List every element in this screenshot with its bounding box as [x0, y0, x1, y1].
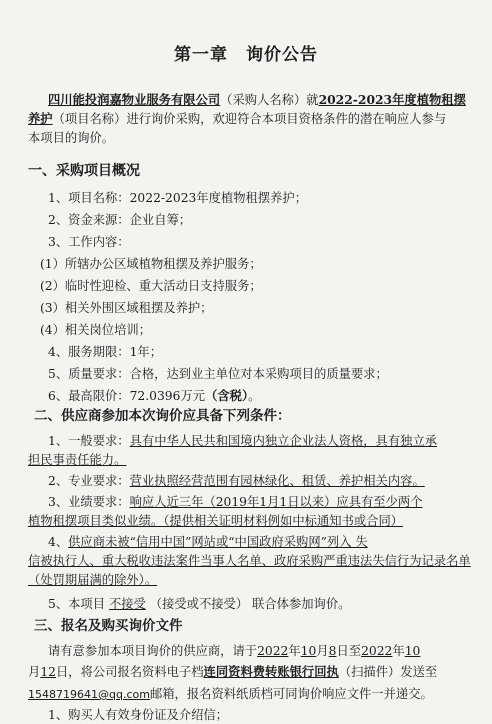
- s1-item-6: [48, 388, 260, 404]
- start-year: 2022: [257, 644, 289, 658]
- end-month-unit: 月: [28, 665, 41, 679]
- price-cap: 6、最高限价：72.0396万元: [48, 389, 206, 403]
- s2-cond-3-text-cont: 植物租摆项目类似业绩。（提供相关证明材料例如中标通知书或合同）: [28, 514, 404, 528]
- s2-cond-3-label: 3、业绩要求：: [48, 495, 130, 509]
- s2-cond-4-label: 4、: [48, 535, 69, 549]
- s2-cond-2-label: 2、专业要求：: [48, 474, 130, 488]
- section-2-heading: 二、供应商参加本次询价应具备下列条件：: [34, 408, 291, 424]
- end-year-unit: 年: [392, 644, 405, 658]
- s2-cond-1-cont: [28, 452, 126, 468]
- s1-work-2: (2）临时性迎检、重大活动日支持服务；: [40, 279, 262, 293]
- s2-cond-2: [48, 473, 425, 489]
- s1-item-5: 5、质量要求：合格，达到业主单位对本采购项目的质量要求；: [48, 367, 388, 381]
- s2-cond-4-cont2: [28, 572, 157, 588]
- intro-line-1: [48, 92, 466, 108]
- buyer-name: 四川能投润嘉物业服务有限公司: [48, 92, 221, 107]
- s3-para-1-text: 请有意参加本项目询价的供应商，请于: [48, 644, 258, 658]
- s1-item-4: 4、服务期限：1年；: [48, 345, 163, 359]
- s2-cond-5: [48, 596, 350, 612]
- intro-line-2: [28, 111, 446, 127]
- start-month-unit: 月: [316, 644, 329, 658]
- s2-cond-1: [48, 433, 437, 449]
- price-tax: （含税）: [205, 388, 249, 403]
- project-name-cont: 养护: [28, 111, 53, 126]
- intro-line-3: 本项目的询价。: [28, 131, 115, 145]
- s1-item-2: 2、资金来源：企业自筹；: [48, 213, 192, 227]
- joint-option: 不接受: [108, 597, 146, 611]
- s2-cond-1-label: 1、一般要求：: [48, 434, 130, 448]
- s3-para-2: [28, 664, 437, 680]
- s3-para-3-text: 邮箱，报名资料纸质档可同询价响应文件一并递交。: [149, 687, 433, 701]
- s3-para-2-text: 日，将公司报名资料电子档: [55, 665, 204, 679]
- date-range-to: 日至: [336, 644, 362, 658]
- end-month: 10: [404, 644, 421, 658]
- s1-item-3: 3、工作内容：: [48, 235, 130, 249]
- s1-work-4: (4）相关岗位培训；: [40, 323, 151, 337]
- price-end: 。: [248, 389, 261, 403]
- email-address[interactable]: 1548719641@qq.com: [28, 688, 150, 701]
- buyer-role: （采购人名称）就: [220, 93, 319, 107]
- s1-item-1: 1、项目名称：2022-2023年度植物租摆养护；: [48, 191, 308, 205]
- s2-cond-5-label: 5、本项目: [48, 597, 106, 611]
- s1-work-1: (1）所辖办公区域植物租摆及养护服务；: [40, 257, 262, 271]
- start-year-unit: 年: [288, 644, 301, 658]
- s3-para-1: [48, 643, 420, 659]
- s2-cond-4-text-cont: 信被执行人、重大税收违法案件当事人名单、政府采购严重违法失信行为记录名单: [28, 554, 471, 568]
- s2-cond-3-text: 响应人近三年（2019年1月1日以来）应具有至少两个: [129, 495, 423, 509]
- s2-cond-4: [48, 534, 368, 550]
- bank-receipt-note: 连同资料费转账银行回执: [203, 664, 339, 679]
- end-year: 2022: [361, 644, 393, 658]
- end-day: 12: [40, 665, 56, 679]
- s2-cond-1-text: 具有中华人民共和国境内独立企业法人资格，具有独立承: [129, 434, 438, 448]
- s2-cond-2-text: 营业执照经营范围有园林绿化、租赁、养护相关内容。: [129, 474, 425, 488]
- section-1-heading: 一、采购项目概况: [28, 163, 140, 179]
- s2-cond-1-text-cont: 担民事责任能力。: [28, 453, 127, 467]
- project-name: 2022-2023年度植物租摆: [318, 92, 466, 107]
- s2-cond-5-text: （接受或不接受） 联合体参加询价。: [149, 597, 351, 611]
- s2-cond-4-cont: [28, 553, 471, 569]
- section-3-heading: 三、报名及购买询价文件: [34, 618, 183, 634]
- s3-item-1: 1、购买人有效身份证及介绍信；: [48, 708, 228, 722]
- page-title: 第一章 询价公告: [174, 45, 318, 65]
- s2-cond-3: [48, 494, 423, 510]
- start-month: 10: [300, 644, 317, 658]
- start-day: 8: [328, 644, 337, 658]
- s1-work-3: (3）相关外围区域租摆及养护；: [40, 301, 213, 315]
- s3-para-3: [28, 686, 433, 703]
- project-role: （项目名称）进行询价采购，欢迎符合本项目资格条件的潜在响应人参与: [52, 112, 447, 126]
- s2-cond-3-cont: [28, 513, 403, 529]
- s2-cond-4-text: 供应商未被“信用中国”网站或“中国政府采购网”列入 失: [68, 535, 368, 549]
- s3-para-2-end: （扫描件）发送至: [338, 665, 438, 679]
- s2-cond-4-text-cont2: （处罚期届满的除外）。: [28, 573, 158, 587]
